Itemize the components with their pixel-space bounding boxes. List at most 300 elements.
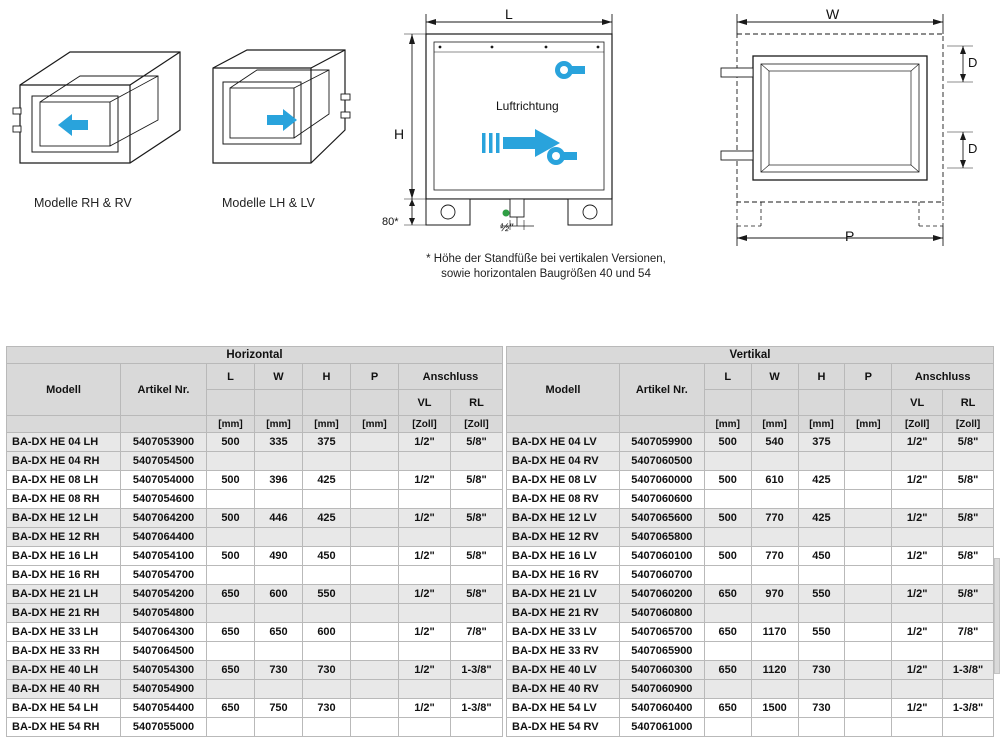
cell-w: 600 [255,585,303,604]
table-row [7,452,503,471]
cell-vl: 1/2" [399,433,451,452]
cell-modell: BA-DX HE 08 LH [7,471,121,490]
cell-l [207,452,255,471]
cell-w [255,718,303,737]
thread-label: ½" [500,222,514,234]
cell-w: 650 [255,623,303,642]
cell-modell: BA-DX HE 08 LV [507,471,620,490]
cell-l [704,718,751,737]
cell-modell: BA-DX HE 21 LV [507,585,620,604]
cell-l: 500 [704,509,751,528]
cell-l: 500 [207,471,255,490]
cell-modell: BA-DX HE 12 RH [7,528,121,547]
cell-rl: 5/8" [943,509,994,528]
cell-w: 1170 [751,623,798,642]
cell-artikel: 5407054500 [121,452,207,471]
table-row [7,509,503,528]
cell-p [351,661,399,680]
dim-label-L: L [505,6,513,22]
cell-vl [892,452,943,471]
dim-label-W: W [826,6,840,22]
table-row [507,509,994,528]
cell-l: 650 [207,585,255,604]
cell-h [303,718,351,737]
cell-modell: BA-DX HE 12 RV [507,528,620,547]
cell-vl [892,528,943,547]
cell-h [303,566,351,585]
cell-p [351,623,399,642]
cell-vl: 1/2" [399,471,451,490]
cell-w: 490 [255,547,303,566]
front-view-drawing [382,8,652,248]
col-head-l-v: L [704,364,751,390]
table-row [7,642,503,661]
cell-h [798,566,845,585]
dim-label-H: H [394,126,405,142]
cell-w: 610 [751,471,798,490]
cell-p [845,585,892,604]
cell-vl [399,680,451,699]
cell-w [751,642,798,661]
footnote [396,252,696,282]
cell-modell: BA-DX HE 54 RV [507,718,620,737]
horizontal-table-wrapper [6,346,503,737]
col-head-rl-v: RL [943,390,994,416]
cell-artikel: 5407054800 [121,604,207,623]
cell-modell: BA-DX HE 33 LV [507,623,620,642]
table-row [7,528,503,547]
unit-l: [mm] [207,416,255,433]
cell-w [751,718,798,737]
unit-vl-v: [Zoll] [892,416,943,433]
col-head-h: H [303,364,351,390]
cell-modell: BA-DX HE 54 LV [507,699,620,718]
cell-w [255,490,303,509]
cell-p [845,661,892,680]
table-row [507,528,994,547]
cell-modell: BA-DX HE 16 LH [7,547,121,566]
table-row [7,585,503,604]
cell-modell: BA-DX HE 04 RH [7,452,121,471]
cell-h: 425 [798,509,845,528]
cell-p [845,433,892,452]
cell-modell: BA-DX HE 54 RH [7,718,121,737]
col-head-l: L [207,364,255,390]
iso-caption-lh-lv: Modelle LH & LV [222,196,315,210]
cell-artikel: 5407055000 [121,718,207,737]
dim-label-D-bottom: D [968,141,978,156]
cell-h [798,680,845,699]
cell-artikel: 5407065700 [619,623,704,642]
cell-artikel: 5407065800 [619,528,704,547]
cell-h [798,642,845,661]
cell-artikel: 5407054200 [121,585,207,604]
cell-artikel: 5407060700 [619,566,704,585]
unit-rl-v: [Zoll] [943,416,994,433]
cell-modell: BA-DX HE 08 RH [7,490,121,509]
cell-artikel: 5407060200 [619,585,704,604]
valve-marker-icon [503,210,510,217]
col-head-w: W [255,364,303,390]
cell-p [845,718,892,737]
cell-vl: 1/2" [892,547,943,566]
cell-p [351,433,399,452]
cell-l [704,528,751,547]
cell-rl: 5/8" [943,433,994,452]
cell-vl [399,604,451,623]
cell-artikel: 5407060100 [619,547,704,566]
table-row [507,680,994,699]
cell-l: 650 [704,661,751,680]
cell-l [207,566,255,585]
cell-l [207,718,255,737]
table-row [507,471,994,490]
cell-l: 500 [704,471,751,490]
cell-l: 500 [207,509,255,528]
cell-rl [451,528,503,547]
cell-artikel: 5407059900 [619,433,704,452]
vertikal-group-title: Vertikal [507,347,994,364]
cell-w: 770 [751,547,798,566]
cell-artikel: 5407064200 [121,509,207,528]
cell-p [351,642,399,661]
table-row [7,547,503,566]
cell-l: 650 [207,699,255,718]
cell-rl: 5/8" [451,471,503,490]
cell-p [845,547,892,566]
cell-vl: 1/2" [399,547,451,566]
cell-h: 425 [798,471,845,490]
cell-w [751,528,798,547]
cell-rl [943,642,994,661]
cell-rl [451,604,503,623]
cell-l [207,680,255,699]
cell-p [845,528,892,547]
cell-vl: 1/2" [892,623,943,642]
table-row [507,547,994,566]
dim-label-80: 80* [382,216,399,228]
table-row [507,585,994,604]
cell-p [845,604,892,623]
cell-artikel: 5407065600 [619,509,704,528]
cell-h [798,490,845,509]
cell-w: 335 [255,433,303,452]
cell-w [751,604,798,623]
iso-view-rh-rv [10,30,190,180]
iso-view-lh-lv [205,30,355,180]
cell-h: 450 [798,547,845,566]
cell-w: 770 [751,509,798,528]
cell-w: 1500 [751,699,798,718]
unit-h: [mm] [303,416,351,433]
cell-modell: BA-DX HE 40 RV [507,680,620,699]
cell-rl: 5/8" [451,585,503,604]
cell-artikel: 5407054100 [121,547,207,566]
cell-w [751,566,798,585]
cell-rl: 1-3/8" [451,661,503,680]
unit-l-v: [mm] [704,416,751,433]
cell-artikel: 5407060800 [619,604,704,623]
cell-h [798,718,845,737]
cell-p [351,509,399,528]
cell-rl [943,566,994,585]
cell-p [845,642,892,661]
cell-artikel: 5407054600 [121,490,207,509]
cell-w: 750 [255,699,303,718]
cell-h: 425 [303,509,351,528]
cell-h [798,528,845,547]
cell-artikel: 5407065900 [619,642,704,661]
cell-vl [399,490,451,509]
cell-l [704,642,751,661]
cell-artikel: 5407061000 [619,718,704,737]
cell-p [351,528,399,547]
cell-rl: 1-3/8" [451,699,503,718]
cell-p [845,623,892,642]
cell-p [351,471,399,490]
cell-h [303,642,351,661]
cell-rl [451,718,503,737]
cell-artikel: 5407064500 [121,642,207,661]
cell-vl [892,680,943,699]
cell-vl: 1/2" [892,585,943,604]
cell-h: 550 [303,585,351,604]
side-view-drawing [715,8,980,253]
cell-vl: 1/2" [399,661,451,680]
iso-caption-rh-rv: Modelle RH & RV [34,196,132,210]
cell-p [845,471,892,490]
cell-rl [943,490,994,509]
cell-artikel: 5407060500 [619,452,704,471]
cell-l: 650 [704,699,751,718]
cell-vl [399,642,451,661]
cell-l: 650 [207,661,255,680]
vertikal-table-wrapper [506,346,994,737]
table-row [7,623,503,642]
cell-rl [943,680,994,699]
col-head-vl-v: VL [892,390,943,416]
cell-h: 375 [798,433,845,452]
unit-rl: [Zoll] [451,416,503,433]
cell-artikel: 5407060900 [619,680,704,699]
cell-rl: 5/8" [451,509,503,528]
cell-l: 500 [704,433,751,452]
cell-rl: 1-3/8" [943,699,994,718]
cell-vl [399,528,451,547]
table-row [507,718,994,737]
table-row [507,661,994,680]
cell-h: 730 [798,661,845,680]
cell-h: 600 [303,623,351,642]
cell-modell: BA-DX HE 21 RV [507,604,620,623]
col-head-modell-v: Modell [507,364,620,416]
cell-p [845,452,892,471]
table-row [7,433,503,452]
table-row [507,604,994,623]
cell-w [255,566,303,585]
table-row [7,680,503,699]
table-row [507,623,994,642]
cell-p [351,566,399,585]
cell-artikel: 5407054700 [121,566,207,585]
cell-p [351,452,399,471]
cell-h [303,528,351,547]
cell-w [255,604,303,623]
cell-rl [451,566,503,585]
cell-vl: 1/2" [892,509,943,528]
cell-modell: BA-DX HE 16 RV [507,566,620,585]
cell-modell: BA-DX HE 08 RV [507,490,620,509]
vertikal-table-body [507,433,994,737]
cell-modell: BA-DX HE 04 LH [7,433,121,452]
cell-rl [943,452,994,471]
cell-modell: BA-DX HE 21 LH [7,585,121,604]
unit-vl: [Zoll] [399,416,451,433]
cell-artikel: 5407054300 [121,661,207,680]
table-row [7,661,503,680]
cell-p [351,699,399,718]
cell-w [255,642,303,661]
cell-l [704,452,751,471]
cell-w: 1120 [751,661,798,680]
cell-rl: 1-3/8" [943,661,994,680]
cell-vl [399,452,451,471]
cell-vl [892,718,943,737]
cell-vl: 1/2" [892,433,943,452]
col-head-modell: Modell [7,364,121,416]
cell-rl: 5/8" [943,547,994,566]
cell-l: 650 [704,585,751,604]
page-edge-marker [994,558,1000,674]
col-head-vl: VL [399,390,451,416]
cell-w: 540 [751,433,798,452]
table-row [7,718,503,737]
cell-modell: BA-DX HE 40 RH [7,680,121,699]
cell-l: 500 [704,547,751,566]
cell-l: 500 [207,547,255,566]
table-row [507,452,994,471]
cell-artikel: 5407064400 [121,528,207,547]
cell-h: 730 [303,661,351,680]
table-row [7,604,503,623]
cell-vl [892,566,943,585]
cell-rl [451,642,503,661]
cell-vl: 1/2" [892,471,943,490]
cell-h [798,452,845,471]
col-head-artikel: Artikel Nr. [121,364,207,416]
cell-w [255,680,303,699]
cell-vl [892,642,943,661]
cell-p [351,490,399,509]
table-row [7,566,503,585]
cell-l [207,490,255,509]
cell-h: 730 [798,699,845,718]
vertikal-table [506,346,994,737]
cell-h [303,604,351,623]
cell-p [351,547,399,566]
table-row [507,699,994,718]
cell-modell: BA-DX HE 16 RH [7,566,121,585]
diagram-area [0,0,1000,330]
cell-vl: 1/2" [399,585,451,604]
col-head-anschluss: Anschluss [399,364,503,390]
cell-w: 396 [255,471,303,490]
cell-rl [451,452,503,471]
cell-artikel: 5407064300 [121,623,207,642]
unit-h-v: [mm] [798,416,845,433]
cell-h: 730 [303,699,351,718]
cell-p [351,585,399,604]
cell-modell: BA-DX HE 12 LH [7,509,121,528]
cell-h [303,452,351,471]
cell-rl: 5/8" [451,433,503,452]
cell-p [845,699,892,718]
cell-vl [399,718,451,737]
unit-w-v: [mm] [751,416,798,433]
cell-vl [892,604,943,623]
col-head-w-v: W [751,364,798,390]
airflow-label: Luftrichtung [496,99,559,113]
cell-modell: BA-DX HE 40 LV [507,661,620,680]
col-head-rl: RL [451,390,503,416]
cell-l: 500 [207,433,255,452]
table-row [507,566,994,585]
cell-l: 650 [207,623,255,642]
table-row [7,490,503,509]
cell-modell: BA-DX HE 21 RH [7,604,121,623]
cell-vl: 1/2" [399,509,451,528]
cell-rl: 7/8" [943,623,994,642]
unit-p: [mm] [351,416,399,433]
cell-l [704,604,751,623]
col-head-anschluss-v: Anschluss [892,364,994,390]
cell-modell: BA-DX HE 33 LH [7,623,121,642]
cell-p [351,680,399,699]
cell-h: 425 [303,471,351,490]
cell-vl: 1/2" [892,661,943,680]
cell-p [845,566,892,585]
col-head-artikel-v: Artikel Nr. [619,364,704,416]
col-head-p-v: P [845,364,892,390]
cell-modell: BA-DX HE 04 LV [507,433,620,452]
cell-l [704,680,751,699]
cell-l: 650 [704,623,751,642]
cell-modell: BA-DX HE 54 LH [7,699,121,718]
cell-h [303,490,351,509]
cell-modell: BA-DX HE 16 LV [507,547,620,566]
cell-vl: 1/2" [892,699,943,718]
footnote-line-2: sowie horizontalen Baugrößen 40 und 54 [441,268,651,280]
cell-p [845,680,892,699]
cell-modell: BA-DX HE 33 RH [7,642,121,661]
unit-p-v: [mm] [845,416,892,433]
cell-h: 550 [798,623,845,642]
cell-l [207,604,255,623]
cell-w: 970 [751,585,798,604]
dim-label-D-top: D [968,55,978,70]
table-row [507,490,994,509]
unit-w: [mm] [255,416,303,433]
table-row [507,433,994,452]
cell-l [207,642,255,661]
cell-h: 450 [303,547,351,566]
cell-artikel: 5407054400 [121,699,207,718]
cell-vl [892,490,943,509]
cell-rl: 5/8" [943,585,994,604]
cell-rl [451,490,503,509]
cell-h: 550 [798,585,845,604]
table-row [507,642,994,661]
